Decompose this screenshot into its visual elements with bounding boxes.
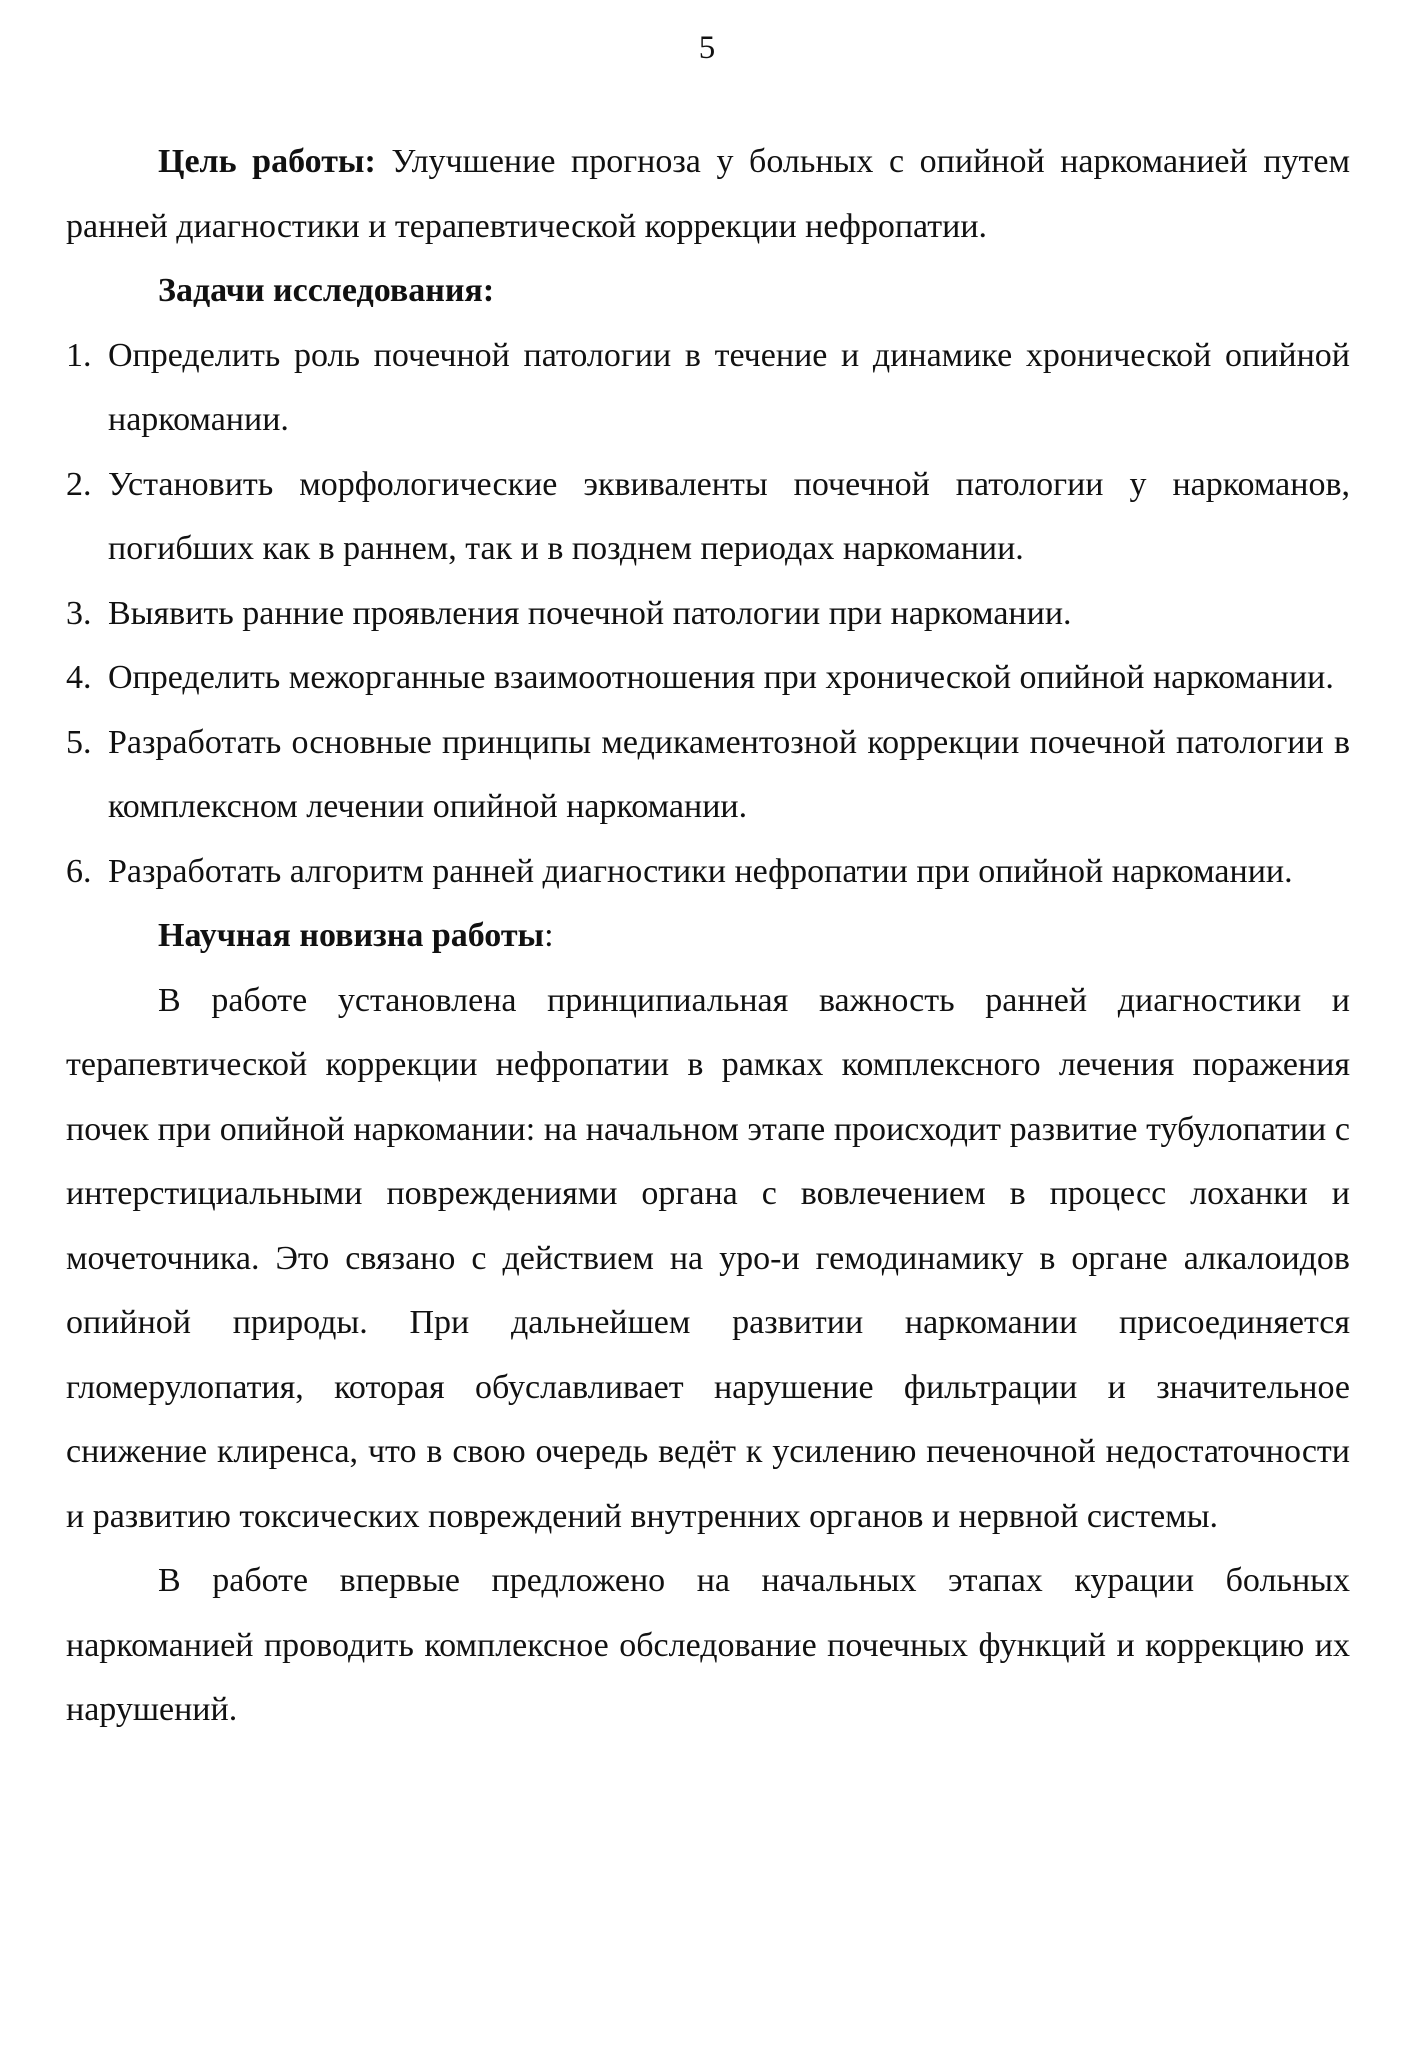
task-number: 1. — [66, 336, 92, 374]
task-text: Разработать основные принципы медикаментозной коррекции почечной патологии в комплексном лечении опийной наркомании. — [108, 723, 1350, 825]
goal-paragraph — [66, 130, 1350, 259]
task-text: Определить межорганные взаимоотношения при хронической опийной наркомании. — [108, 659, 1334, 696]
tasks-list — [66, 324, 1350, 905]
task-number: 3. — [66, 594, 92, 632]
novelty-heading-text: Научная новизна работы — [158, 917, 545, 954]
task-item — [66, 840, 1350, 905]
novelty-heading-colon: : — [544, 917, 554, 954]
task-item — [66, 582, 1350, 647]
novelty-paragraph: В работе впервые предложено на начальных этапах курации больных наркоманией проводить комплексное обследование почечных функций и коррекцию их нарушений. — [66, 1562, 1350, 1728]
task-text: Разработать алгоритм ранней диагностики нефропатии при опийной наркомании. — [108, 852, 1293, 890]
goal-label: Цель работы: — [158, 143, 376, 180]
tasks-heading: Задачи исследования: — [158, 272, 495, 309]
task-number: 6. — [66, 852, 92, 890]
page-number: 5 — [698, 30, 716, 66]
novelty-heading — [66, 904, 1350, 969]
task-number: 5. — [66, 723, 92, 761]
task-text: Выявить ранние проявления почечной патологии при наркомании. — [108, 594, 1072, 632]
goal-text: Улучшение прогноза у больных с опийной наркоманией путем ранней диагностики и терапевтической коррекции нефропатии. — [66, 143, 1350, 245]
task-number: 4. — [66, 659, 92, 696]
document-body — [66, 130, 1350, 1743]
task-number: 2. — [66, 465, 92, 503]
task-item — [66, 711, 1350, 840]
task-item — [66, 453, 1350, 582]
task-text: Определить роль почечной патологии в течение и динамике хронической опийной наркомании. — [108, 336, 1350, 438]
novelty-paragraph: В работе установлена принципиальная важность ранней диагностики и терапевтической коррекции нефропатии в рамках комплексного лечения поражения почек при опийной наркомании: на начальном этапе происходит развитие тубулопатии с интерстициальными повреждениями органа с вовлечением в процесс лоханки и мочеточника. Это связано с действием на уро-и гемодинамику в органе алкалоидов опийной природы. При дальнейшем развитии наркомании присоединяется гломерулопатия, которая обуславливает нарушение фильтрации и значительное снижение клиренса, что в свою очередь ведёт к усилению печеночной недостаточности и развитию токсических повреждений внутренних органов и нервной системы. — [66, 981, 1350, 1535]
task-item — [66, 324, 1350, 453]
task-item — [66, 646, 1350, 711]
task-text: Установить морфологические эквиваленты почечной патологии у наркоманов, погибших как в раннем, так и в позднем периодах наркомании. — [108, 465, 1350, 567]
